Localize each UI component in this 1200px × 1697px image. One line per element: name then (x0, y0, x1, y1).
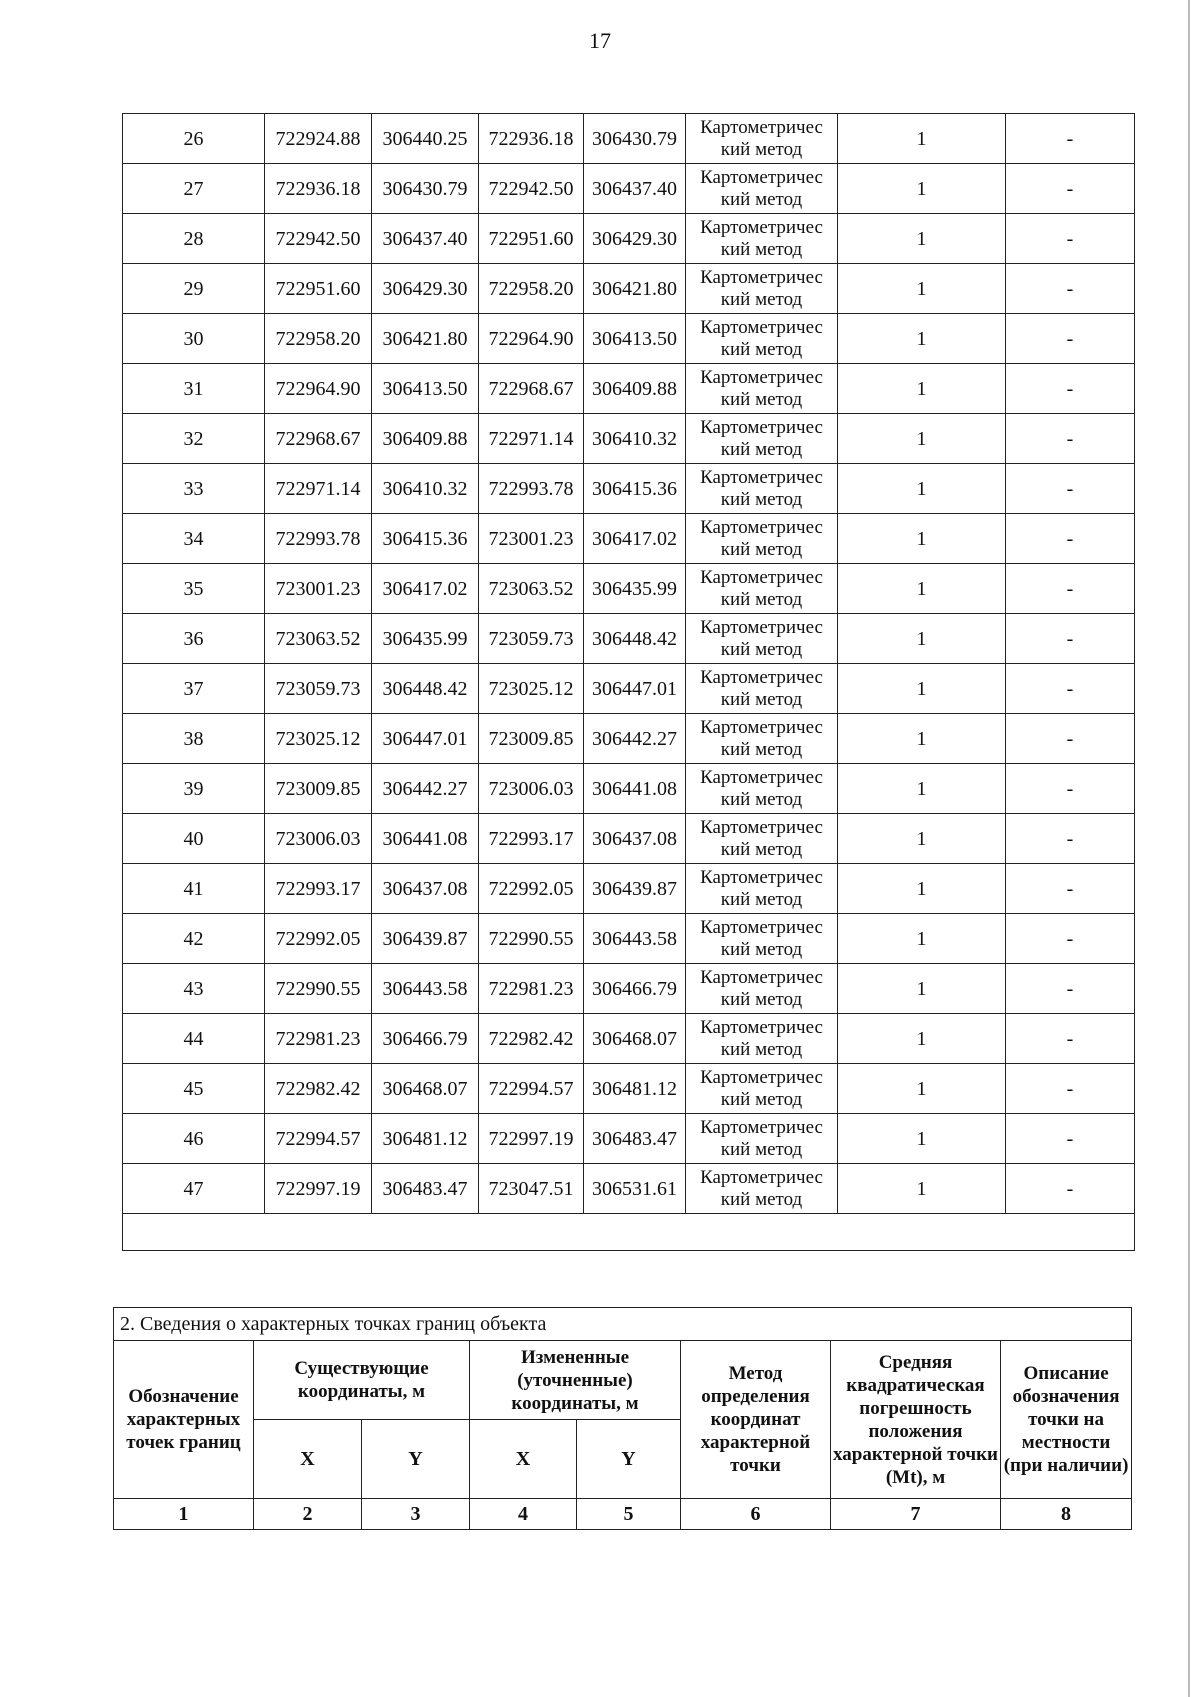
empty-cell (123, 1214, 1135, 1251)
method-cell (686, 214, 838, 264)
x-end-cell: 722936.18 (479, 114, 584, 164)
table-row (123, 114, 1135, 164)
mt-cell: 1 (838, 1114, 1006, 1164)
description-cell: - (1006, 214, 1135, 264)
header-changed-y: Y (577, 1420, 681, 1499)
header-changed-coordinates: Измененные (уточненные) координаты, м (470, 1341, 681, 1420)
x-end-cell: 722968.67 (479, 364, 584, 414)
column-number: 2 (254, 1499, 362, 1530)
point-number-cell: 26 (123, 114, 265, 164)
x-start-cell: 722951.60 (265, 264, 372, 314)
method-line2: кий метод (720, 1088, 803, 1110)
table-row (123, 1064, 1135, 1114)
method-line2: кий метод (720, 538, 803, 560)
x-end-cell: 723009.85 (479, 714, 584, 764)
coordinates-table-body (123, 114, 1135, 1251)
x-start-cell: 722968.67 (265, 414, 372, 464)
column-number: 8 (1001, 1499, 1132, 1530)
mt-cell: 1 (838, 264, 1006, 314)
method-cell (686, 814, 838, 864)
description-cell: - (1006, 164, 1135, 214)
x-start-cell: 722982.42 (265, 1064, 372, 1114)
x-start-cell: 723063.52 (265, 614, 372, 664)
point-number-cell: 46 (123, 1114, 265, 1164)
x-end-cell: 722994.57 (479, 1064, 584, 1114)
y-end-cell: 306415.36 (584, 464, 686, 514)
y-start-cell: 306417.02 (372, 564, 479, 614)
mt-cell: 1 (838, 914, 1006, 964)
mt-cell: 1 (838, 864, 1006, 914)
y-start-cell: 306447.01 (372, 714, 479, 764)
point-number-cell: 40 (123, 814, 265, 864)
coordinates-table (122, 113, 1135, 1251)
mt-cell: 1 (838, 714, 1006, 764)
method-line1: Картометричес (700, 1166, 823, 1188)
point-number-cell: 42 (123, 914, 265, 964)
point-number-cell: 41 (123, 864, 265, 914)
method-line1: Картометричес (700, 216, 823, 238)
description-cell: - (1006, 1014, 1135, 1064)
method-line1: Картометричес (700, 616, 823, 638)
method-line1: Картометричес (700, 766, 823, 788)
y-start-cell: 306481.12 (372, 1114, 479, 1164)
y-start-cell: 306439.87 (372, 914, 479, 964)
x-end-cell: 722971.14 (479, 414, 584, 464)
point-number-cell: 33 (123, 464, 265, 514)
column-number: 5 (577, 1499, 681, 1530)
mt-cell: 1 (838, 1164, 1006, 1214)
header-existing-y: Y (362, 1420, 470, 1499)
method-line2: кий метод (720, 688, 803, 710)
method-cell (686, 314, 838, 364)
table-row (123, 664, 1135, 714)
column-number: 4 (470, 1499, 577, 1530)
y-start-cell: 306410.32 (372, 464, 479, 514)
method-line1: Картометричес (700, 916, 823, 938)
page-number: 17 (589, 28, 611, 53)
x-start-cell: 722971.14 (265, 464, 372, 514)
x-end-cell: 722997.19 (479, 1114, 584, 1164)
x-end-cell: 722982.42 (479, 1014, 584, 1064)
method-line2: кий метод (720, 138, 803, 160)
table-row (123, 1114, 1135, 1164)
mt-cell: 1 (838, 1014, 1006, 1064)
y-end-cell: 306448.42 (584, 614, 686, 664)
y-start-cell: 306413.50 (372, 364, 479, 414)
y-start-cell: 306437.08 (372, 864, 479, 914)
point-number-cell: 30 (123, 314, 265, 364)
y-end-cell: 306442.27 (584, 714, 686, 764)
method-line1: Картометричес (700, 666, 823, 688)
point-number-cell: 43 (123, 964, 265, 1014)
method-cell (686, 414, 838, 464)
y-start-cell: 306441.08 (372, 814, 479, 864)
y-end-cell: 306417.02 (584, 514, 686, 564)
mt-cell: 1 (838, 314, 1006, 364)
column-number: 3 (362, 1499, 470, 1530)
y-end-cell: 306430.79 (584, 114, 686, 164)
y-end-cell: 306531.61 (584, 1164, 686, 1214)
page-edge-line (1188, 0, 1190, 1697)
method-line2: кий метод (720, 588, 803, 610)
description-cell: - (1006, 814, 1135, 864)
description-cell: - (1006, 764, 1135, 814)
x-end-cell: 723047.51 (479, 1164, 584, 1214)
method-cell (686, 914, 838, 964)
mt-cell: 1 (838, 1064, 1006, 1114)
y-start-cell: 306483.47 (372, 1164, 479, 1214)
header-method: Метод определения координат характерной точки (681, 1341, 831, 1499)
mt-cell: 1 (838, 564, 1006, 614)
x-start-cell: 722924.88 (265, 114, 372, 164)
x-start-cell: 722936.18 (265, 164, 372, 214)
method-cell (686, 264, 838, 314)
empty-row (123, 1214, 1135, 1251)
table-row (123, 564, 1135, 614)
method-cell (686, 1064, 838, 1114)
method-line1: Картометричес (700, 716, 823, 738)
table-row (123, 864, 1135, 914)
description-cell: - (1006, 314, 1135, 364)
x-end-cell: 722992.05 (479, 864, 584, 914)
method-line1: Картометричес (700, 266, 823, 288)
y-start-cell: 306448.42 (372, 664, 479, 714)
description-cell: - (1006, 714, 1135, 764)
method-line1: Картометричес (700, 566, 823, 588)
description-cell: - (1006, 564, 1135, 614)
x-start-cell: 722993.78 (265, 514, 372, 564)
mt-cell: 1 (838, 164, 1006, 214)
method-line1: Картометричес (700, 116, 823, 138)
header-designation: Обозначение характерных точек границ (114, 1341, 254, 1499)
header-changed-x: X (470, 1420, 577, 1499)
x-start-cell: 722992.05 (265, 914, 372, 964)
mt-cell: 1 (838, 214, 1006, 264)
method-line2: кий метод (720, 188, 803, 210)
y-end-cell: 306466.79 (584, 964, 686, 1014)
column-number: 7 (831, 1499, 1001, 1530)
point-number-cell: 45 (123, 1064, 265, 1114)
description-cell: - (1006, 264, 1135, 314)
x-start-cell: 723001.23 (265, 564, 372, 614)
x-start-cell: 723025.12 (265, 714, 372, 764)
x-end-cell: 722964.90 (479, 314, 584, 364)
x-start-cell: 722993.17 (265, 864, 372, 914)
x-end-cell: 723001.23 (479, 514, 584, 564)
table-row (123, 164, 1135, 214)
mt-cell: 1 (838, 464, 1006, 514)
method-cell (686, 664, 838, 714)
method-line1: Картометричес (700, 966, 823, 988)
table-row (123, 264, 1135, 314)
table-row (123, 914, 1135, 964)
method-line2: кий метод (720, 838, 803, 860)
y-start-cell: 306429.30 (372, 264, 479, 314)
mt-cell: 1 (838, 764, 1006, 814)
description-cell: - (1006, 1064, 1135, 1114)
method-line1: Картометричес (700, 866, 823, 888)
y-end-cell: 306483.47 (584, 1114, 686, 1164)
y-start-cell: 306421.80 (372, 314, 479, 364)
mt-cell: 1 (838, 514, 1006, 564)
y-end-cell: 306447.01 (584, 664, 686, 714)
y-end-cell: 306468.07 (584, 1014, 686, 1064)
method-cell (686, 164, 838, 214)
method-line1: Картометричес (700, 316, 823, 338)
method-line1: Картометричес (700, 1066, 823, 1088)
column-number: 1 (114, 1499, 254, 1530)
y-end-cell: 306421.80 (584, 264, 686, 314)
x-start-cell: 722997.19 (265, 1164, 372, 1214)
table-row (123, 614, 1135, 664)
y-start-cell: 306443.58 (372, 964, 479, 1014)
method-line2: кий метод (720, 638, 803, 660)
point-number-cell: 31 (123, 364, 265, 414)
mt-cell: 1 (838, 664, 1006, 714)
y-start-cell: 306468.07 (372, 1064, 479, 1114)
x-start-cell: 722942.50 (265, 214, 372, 264)
method-line2: кий метод (720, 1138, 803, 1160)
y-end-cell: 306435.99 (584, 564, 686, 614)
method-cell (686, 1014, 838, 1064)
method-cell (686, 764, 838, 814)
description-cell: - (1006, 364, 1135, 414)
x-end-cell: 723006.03 (479, 764, 584, 814)
x-end-cell: 722990.55 (479, 914, 584, 964)
table-row (123, 1164, 1135, 1214)
x-end-cell: 722993.78 (479, 464, 584, 514)
y-start-cell: 306409.88 (372, 414, 479, 464)
x-end-cell: 723059.73 (479, 614, 584, 664)
method-line2: кий метод (720, 888, 803, 910)
x-start-cell: 722994.57 (265, 1114, 372, 1164)
point-number-cell: 35 (123, 564, 265, 614)
table-row (123, 314, 1135, 364)
header-existing-x: X (254, 1420, 362, 1499)
method-line2: кий метод (720, 338, 803, 360)
x-start-cell: 722981.23 (265, 1014, 372, 1064)
description-cell: - (1006, 614, 1135, 664)
method-cell (686, 1164, 838, 1214)
column-number-row (114, 1499, 1132, 1530)
point-number-cell: 27 (123, 164, 265, 214)
mt-cell: 1 (838, 814, 1006, 864)
table-row (123, 714, 1135, 764)
method-line2: кий метод (720, 988, 803, 1010)
method-cell (686, 464, 838, 514)
table-row (123, 764, 1135, 814)
x-end-cell: 723063.52 (479, 564, 584, 614)
mt-cell: 1 (838, 964, 1006, 1014)
header-mean-error: Средняя квадратическая погрешность положения характерной точки (Mt), м (831, 1341, 1001, 1499)
point-number-cell: 29 (123, 264, 265, 314)
method-cell (686, 1114, 838, 1164)
description-cell: - (1006, 514, 1135, 564)
y-end-cell: 306437.40 (584, 164, 686, 214)
description-cell: - (1006, 114, 1135, 164)
table-row (123, 964, 1135, 1014)
characteristic-points-table (113, 1307, 1132, 1530)
method-cell (686, 964, 838, 1014)
table-row (123, 514, 1135, 564)
description-cell: - (1006, 464, 1135, 514)
x-start-cell: 722990.55 (265, 964, 372, 1014)
method-line2: кий метод (720, 938, 803, 960)
point-number-cell: 28 (123, 214, 265, 264)
x-start-cell: 722964.90 (265, 364, 372, 414)
description-cell: - (1006, 1114, 1135, 1164)
y-start-cell: 306466.79 (372, 1014, 479, 1064)
y-start-cell: 306442.27 (372, 764, 479, 814)
method-line2: кий метод (720, 388, 803, 410)
method-line1: Картометричес (700, 366, 823, 388)
method-cell (686, 564, 838, 614)
y-start-cell: 306415.36 (372, 514, 479, 564)
x-start-cell: 723009.85 (265, 764, 372, 814)
method-cell (686, 514, 838, 564)
method-cell (686, 714, 838, 764)
y-end-cell: 306437.08 (584, 814, 686, 864)
description-cell: - (1006, 864, 1135, 914)
x-end-cell: 722993.17 (479, 814, 584, 864)
table-row (123, 364, 1135, 414)
y-end-cell: 306413.50 (584, 314, 686, 364)
x-end-cell: 722951.60 (479, 214, 584, 264)
y-start-cell: 306435.99 (372, 614, 479, 664)
point-number-cell: 36 (123, 614, 265, 664)
mt-cell: 1 (838, 114, 1006, 164)
method-line1: Картометричес (700, 1016, 823, 1038)
y-end-cell: 306409.88 (584, 364, 686, 414)
x-end-cell: 722958.20 (479, 264, 584, 314)
method-cell (686, 614, 838, 664)
y-end-cell: 306443.58 (584, 914, 686, 964)
method-line2: кий метод (720, 238, 803, 260)
method-line2: кий метод (720, 488, 803, 510)
method-line2: кий метод (720, 438, 803, 460)
method-line2: кий метод (720, 738, 803, 760)
column-number: 6 (681, 1499, 831, 1530)
method-line1: Картометричес (700, 1116, 823, 1138)
table-row (123, 214, 1135, 264)
method-line1: Картометричес (700, 466, 823, 488)
header-existing-coordinates: Существующие координаты, м (254, 1341, 470, 1420)
table-row (123, 414, 1135, 464)
header-description: Описание обозначения точки на местности (при наличии) (1001, 1341, 1132, 1499)
y-end-cell: 306410.32 (584, 414, 686, 464)
description-cell: - (1006, 964, 1135, 1014)
x-start-cell: 723006.03 (265, 814, 372, 864)
table-row (123, 464, 1135, 514)
mt-cell: 1 (838, 614, 1006, 664)
method-cell (686, 114, 838, 164)
y-end-cell: 306429.30 (584, 214, 686, 264)
y-start-cell: 306430.79 (372, 164, 479, 214)
method-line2: кий метод (720, 288, 803, 310)
point-number-cell: 34 (123, 514, 265, 564)
table-caption: 2. Сведения о характерных точках границ объекта (114, 1308, 1132, 1341)
description-cell: - (1006, 1164, 1135, 1214)
description-cell: - (1006, 914, 1135, 964)
method-line2: кий метод (720, 1038, 803, 1060)
method-line1: Картометричес (700, 516, 823, 538)
table-row (123, 814, 1135, 864)
point-number-cell: 39 (123, 764, 265, 814)
point-number-cell: 47 (123, 1164, 265, 1214)
y-start-cell: 306437.40 (372, 214, 479, 264)
x-end-cell: 723025.12 (479, 664, 584, 714)
y-end-cell: 306441.08 (584, 764, 686, 814)
point-number-cell: 44 (123, 1014, 265, 1064)
method-line2: кий метод (720, 788, 803, 810)
y-start-cell: 306440.25 (372, 114, 479, 164)
mt-cell: 1 (838, 414, 1006, 464)
y-end-cell: 306439.87 (584, 864, 686, 914)
x-end-cell: 722981.23 (479, 964, 584, 1014)
x-start-cell: 722958.20 (265, 314, 372, 364)
description-cell: - (1006, 414, 1135, 464)
mt-cell: 1 (838, 364, 1006, 414)
method-cell (686, 364, 838, 414)
method-line1: Картометричес (700, 816, 823, 838)
method-line1: Картометричес (700, 166, 823, 188)
x-start-cell: 723059.73 (265, 664, 372, 714)
point-number-cell: 37 (123, 664, 265, 714)
table-row (123, 1014, 1135, 1064)
point-number-cell: 32 (123, 414, 265, 464)
x-end-cell: 722942.50 (479, 164, 584, 214)
y-end-cell: 306481.12 (584, 1064, 686, 1114)
method-cell (686, 864, 838, 914)
method-line2: кий метод (720, 1188, 803, 1210)
description-cell: - (1006, 664, 1135, 714)
point-number-cell: 38 (123, 714, 265, 764)
method-line1: Картометричес (700, 416, 823, 438)
